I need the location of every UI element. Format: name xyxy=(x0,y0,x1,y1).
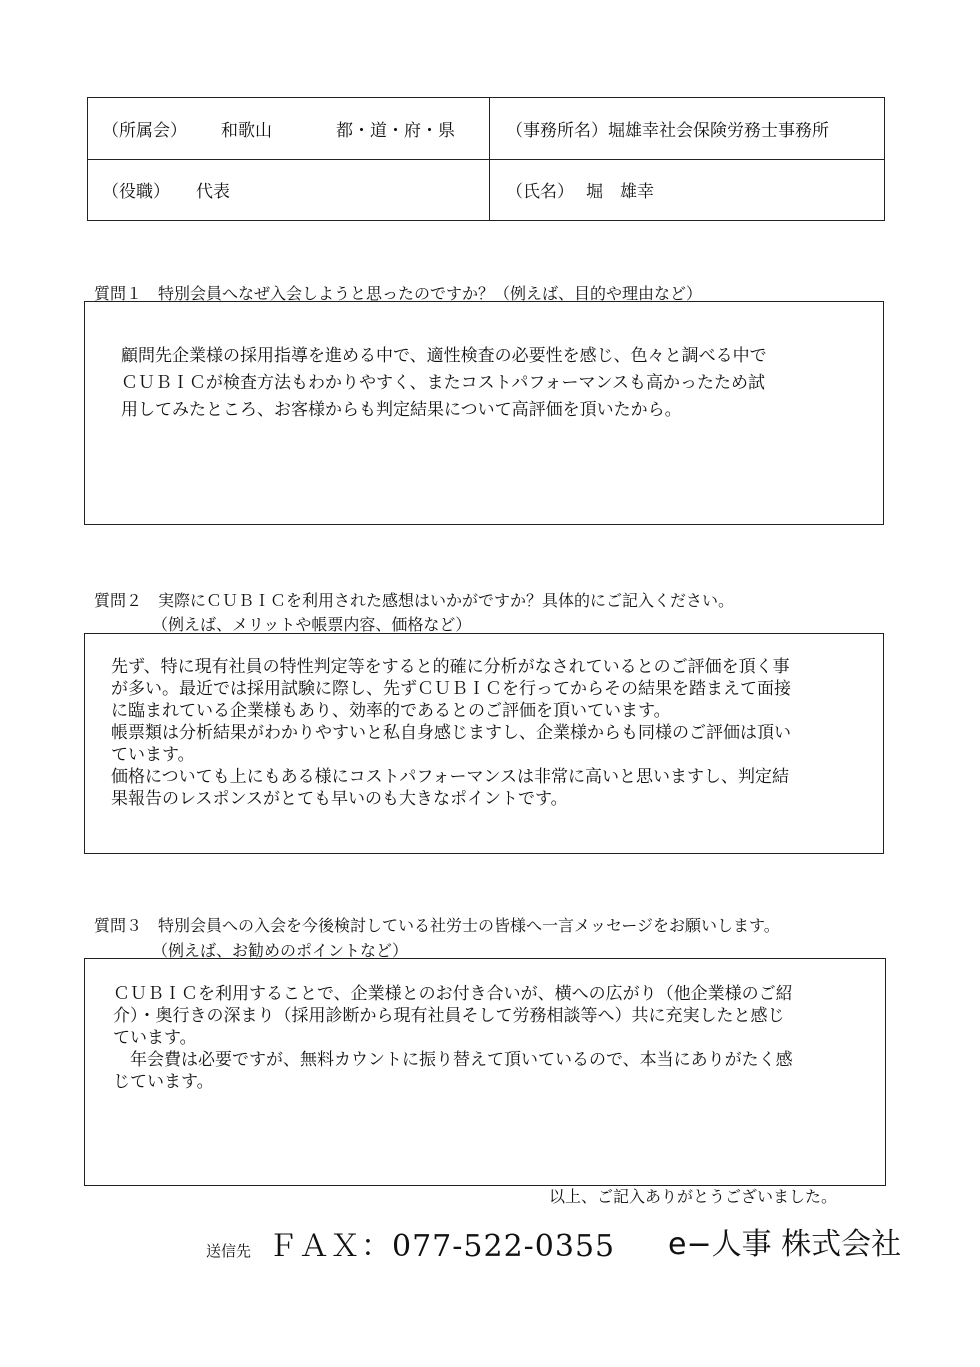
q3-title: 質問３ 特別会員への入会を今後検討している社労士の皆様へ一言メッセージをお願いします。 xyxy=(94,916,780,935)
name-label: （氏名） xyxy=(506,182,574,202)
q2-answer-box xyxy=(84,633,884,854)
q3-answer-text xyxy=(113,983,793,1093)
q3-line: 介）・奥行きの深まり（採用診断から現有社員そして労務相談等へ）共に充実したと感じ xyxy=(113,1006,785,1026)
header-row-2 xyxy=(88,159,884,220)
q2-line: ています。 xyxy=(111,745,195,765)
office-label: （事務所名） xyxy=(506,121,608,141)
q2-answer-text xyxy=(111,656,791,810)
position-value: 代表 xyxy=(196,182,230,202)
q1-title: 質問１ 特別会員へなぜ入会しようと思ったのですか？（例えば、目的や理由など） xyxy=(94,284,703,303)
q2-title: 質問２ 実際にＣＵＢＩＣを利用された感想はいかがですか？具体的にご記入ください。 xyxy=(94,591,735,610)
q1-line: ＣＵＢＩＣが検査方法もわかりやすく、またコストパフォーマンスも高かったため試 xyxy=(121,373,765,393)
q1-answer-text xyxy=(121,343,767,424)
affiliation-value: 和歌山 xyxy=(221,121,272,141)
header-row-1 xyxy=(88,98,884,160)
q2-line: 価格についても上にもある様にコストパフォーマンスは非常に高いと思いますし、判定結 xyxy=(111,767,789,787)
position-label: （役職） xyxy=(102,182,170,202)
q3-line: ています。 xyxy=(113,1028,197,1048)
q3-line: ＣＵＢＩＣを利用することで、企業様とのお付き合いが、横への広がり（他企業様のご紹 xyxy=(113,984,793,1004)
q3-answer-box xyxy=(84,958,886,1186)
q1-line: 用してみたところ、お客様からも判定結果について高評価を頂いたから。 xyxy=(121,400,682,420)
q1-line: 顧問先企業様の採用指導を進める中で、適性検査の必要性を感じ、色々と調べる中で xyxy=(121,346,767,366)
q2-line: に臨まれている企業様もあり、効率的であるとのご評価を頂いています。 xyxy=(111,701,671,721)
name-value: 堀 雄幸 xyxy=(586,182,654,202)
q3-line: 年会費は必要ですが、無料カウントに振り替えて頂いているので、本当にありがたく感 xyxy=(113,1050,793,1070)
header-divider xyxy=(489,98,490,220)
send-to-label: 送信先 xyxy=(206,1242,252,1260)
company-name: e−人事 株式会社 xyxy=(668,1227,902,1262)
q2-line: 先ず、特に現有社員の特性判定等をすると的確に分析がなされているとのご評価を頂く事 xyxy=(111,657,790,677)
q3-line: じています。 xyxy=(113,1072,214,1092)
q2-subtitle: （例えば、メリットや帳票内容、価格など） xyxy=(152,615,472,634)
affiliation-label: （所属会） xyxy=(102,121,187,141)
header-table xyxy=(87,97,885,221)
q1-answer-box xyxy=(84,301,884,525)
fax-number: ＦＡＸ：077-522-0355 xyxy=(268,1229,616,1264)
office-value: 堀雄幸社会保険労務士事務所 xyxy=(608,121,829,141)
q2-line: 果報告のレスポンスがとても早いのも大きなポイントです。 xyxy=(111,789,568,809)
q2-line: が多い。最近では採用試験に際し、先ずＣＵＢＩＣを行ってからその結果を踏まえて面接 xyxy=(111,679,791,699)
q3-subtitle: （例えば、お勧めのポイントなど） xyxy=(152,941,409,960)
thanks-note: 以上、ご記入ありがとうございました。 xyxy=(549,1187,838,1206)
prefecture-choices: 都・道・府・県 xyxy=(336,121,455,141)
q2-line: 帳票類は分析結果がわかりやすいと私自身感じますし、企業様からも同様のご評価は頂い xyxy=(111,723,791,743)
